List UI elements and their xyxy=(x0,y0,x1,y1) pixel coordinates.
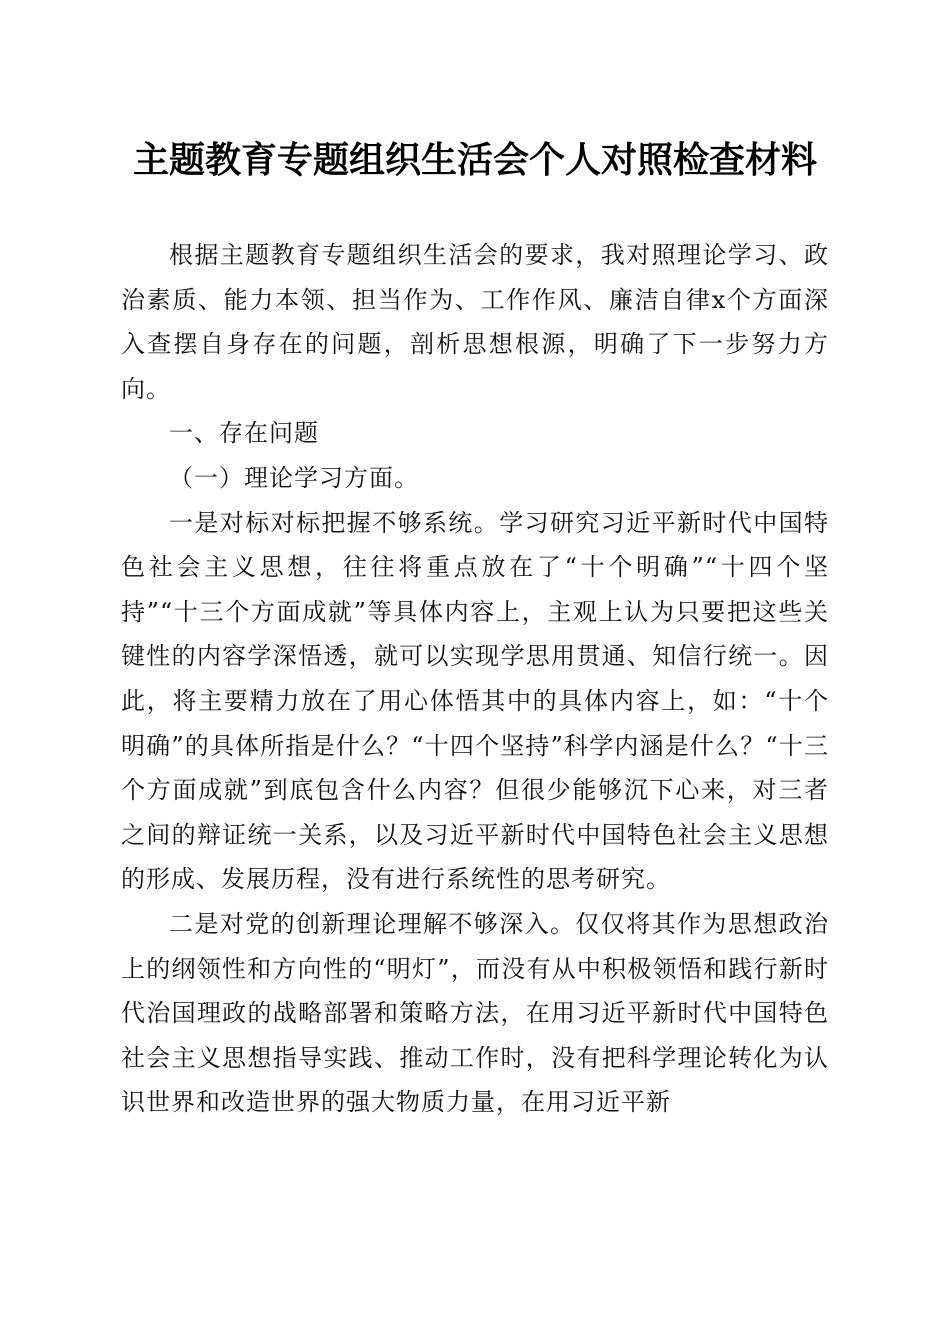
point-two-paragraph xyxy=(121,902,829,1125)
section-heading-problems: 一、存在问题 xyxy=(169,419,319,448)
point-one-body: 学习研究习近平新时代中国特色社会主义思想，往往将重点放在了“十个明确”“十四个坚持”“十三个方面成就”等具体内容上，主观上认为只要把这些关键性的内容学深悟透，就可以实现学思用贯通、知信行统一。因此，将主要精力放在了用心体悟其中的具体内容上，如：“十个明确”的具体所指是什么？“十四个坚持”科学内涵是什么？“十三个方面成就”到底包含什么内容？但很少能够沉下心来，对三者之间的辩证统一关系，以及习近平新时代中国特色社会主义思想的形成、发展历程，没有进行系统性的思考研究。 xyxy=(121,508,830,894)
subsection-heading-theory-study: （一）理论学习方面。 xyxy=(169,463,419,492)
point-two-body: 仅仅将其作为思想政治上的纲领性和方向性的“明灯”，而没有从中积极领悟和践行新时代治国理政的战略部署和策略方法，在用习近平新时代中国特色社会主义思想指导实践、推动工作时，没有把科学理论转化为认识世界和改造世界的强大物质力量，在用习近平新 xyxy=(121,909,830,1117)
document-title: 主题教育专题组织生活会个人对照检查材料 xyxy=(132,139,817,181)
document-body xyxy=(121,233,829,1125)
point-one-paragraph xyxy=(121,501,829,902)
point-one-lead: 一是对标对标把握不够系统。 xyxy=(169,508,500,537)
point-two-lead: 二是对党的创新理论理解不够深入。 xyxy=(169,909,576,938)
intro-paragraph: 根据主题教育专题组织生活会的要求，我对照理论学习、政治素质、能力本领、担当作为、工作作风、廉洁自律x个方面深入查摆自身存在的问题，剖析思想根源，明确了下一步努力方向。 xyxy=(121,241,829,403)
